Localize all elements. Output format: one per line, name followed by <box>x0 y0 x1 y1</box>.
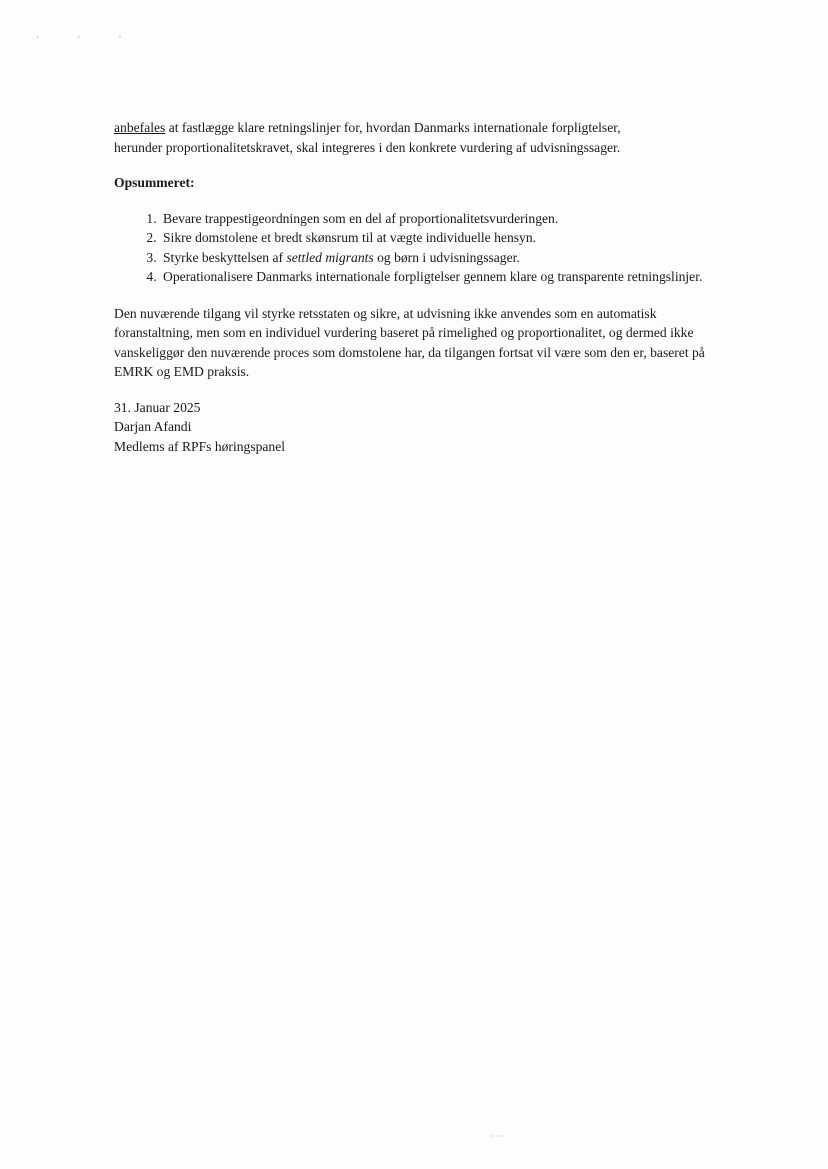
underlined-word: anbefales <box>114 120 166 135</box>
summary-item-3-italic: settled migrants <box>286 249 374 265</box>
intro-line-2: herunder proportionalitetskravet, skal integreres i den konkrete vurdering af udvisningssager. <box>114 139 621 155</box>
conclusion-paragraph: Den nuværende tilgang vil styrke retsstaten og sikre, at udvisning ikke anvendes som en automatisk foranstaltning, men som en individuel vurdering baseret på rimelighed og proportionalitet, og dermed ikke vanskeliggør den nuværende proces som domstolene har, da tilgangen fortsat vil være som den er, baseret på EMRK og EMD praksis. <box>114 305 705 379</box>
summary-heading: Opsummeret: <box>114 175 195 190</box>
signature-name: Darjan Afandi <box>114 419 192 434</box>
signature-date: 31. Januar 2025 <box>114 399 201 415</box>
summary-list <box>114 209 724 287</box>
summary-item-3-after: og børn i udvisningssager. <box>373 249 520 265</box>
summary-item-1: 1. Bevare trappestigeordningen som en del af proportionalitetsvurderingen. <box>160 209 724 229</box>
scan-artifact: · · · <box>36 32 140 42</box>
scan-artifact-bottom: ····· <box>490 1132 504 1141</box>
summary-item-3-before: Styrke beskyttelsen af <box>163 249 287 265</box>
summary-item-4: 4. Operationalisere Danmarks internationale forpligtelser gennem klare og transparente retningslinjer. <box>160 267 724 287</box>
summary-item-2: 2. Sikre domstolene et bredt skønsrum til at vægte individuelle hensyn. <box>160 228 724 248</box>
intro-paragraph <box>114 118 724 157</box>
document-body <box>114 118 724 456</box>
intro-line-1: at fastlægge klare retningslinjer for, hvordan Danmarks internationale forpligtelser, <box>165 120 621 135</box>
summary-item-3 <box>160 248 724 268</box>
signature-role: Medlems af RPFs høringspanel <box>114 438 286 454</box>
